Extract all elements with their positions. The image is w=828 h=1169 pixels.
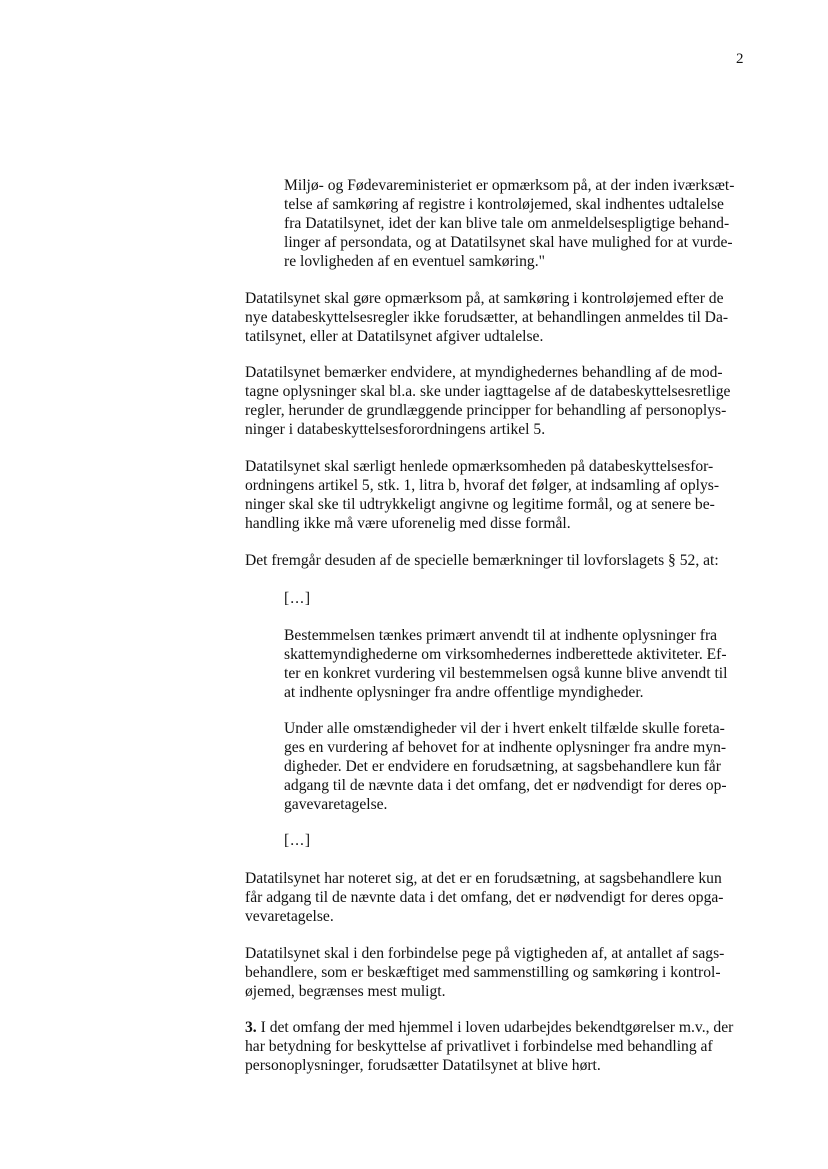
quote-ellipsis-top: [...] bbox=[284, 590, 312, 607]
paragraph-bemaerkninger-52: Det fremgår desuden af de specielle bemærkninger til lovforslagets § 52, at: bbox=[245, 552, 719, 569]
paragraph-bekendtgoerelser bbox=[245, 1019, 733, 1076]
section-text: I det omfang der med hjemmel i loven udarbejdes bekendtgørelser m.v., der har betydning for beskyttelse af privatlivet i forbindelse med behandling af personoplysninger, forudsætter Datatilsynet at blive hørt. bbox=[245, 1019, 734, 1074]
paragraph-antal-sagsbehandlere: Datatilsynet skal i den forbindelse pege på vigtigheden af, at antallet af sags- behandlere, som er beskæftiget med sammenstilling og samkøring i kontrol- øjemed, begrænses mest muligt. bbox=[245, 945, 725, 1000]
paragraph-behandling-principper: Datatilsynet bemærker endvidere, at myndighedernes behandling af de mod- tagne oplysninger skal bl.a. ske under iagttagelse af de databeskyttelsesretlige regler, herunder de grundlæggende principper for behandling af personoplys- ninger i databeskyttelsesforordningens artikel 5. bbox=[245, 364, 731, 438]
paragraph-noteret-forudsaetning: Datatilsynet har noteret sig, at det er en forudsætning, at sagsbehandlere kun får adgang til de nævnte data i det omfang, det er nødvendigt for deres opga- vevaretagelse. bbox=[245, 870, 724, 925]
quote-paragraph-bestemmelsen: Bestemmelsen tænkes primært anvendt til at indhente oplysninger fra skattemyndighederne om virksomhedernes indberettede aktiviteter. Ef- ter en konkret vurdering vil bestemmelsen også kunne blive anvendt til at indhente oplysninger fra andre offentlige myndigheder. bbox=[284, 627, 728, 701]
quote-paragraph-omstaendigheder: Under alle omstændigheder vil der i hvert enkelt tilfælde skulle foreta- ges en vurdering af behovet for at indhente oplysninger fra andre myn- digheder. Det er endvidere en forudsætning, at sagsbehandlere kun får adgang til de nævnte data i det omfang, det er nødvendigt for deres op- gavevaretagelse. bbox=[284, 720, 727, 813]
paragraph-samkoering-anmeldelse: Datatilsynet skal gøre opmærksom på, at samkøring i kontroløjemed efter de nye databeskyttelsesregler ikke forudsætter, at behandlingen anmeldes til Da- tatilsynet, eller at Datatilsynet afgiver udtalelse. bbox=[245, 290, 729, 345]
paragraph-formaalsbegraensning: Datatilsynet skal særligt henlede opmærksomheden på databeskyttelsesfor- ordningens artikel 5, stk. 1, litra b, hvoraf det følger, at indsamling af oplys- ninger skal ske til udtrykkeligt angivne og legitime formål, og at senere be- handling ikke må være uforenelig med disse formål. bbox=[245, 458, 720, 532]
page-number: 2 bbox=[736, 51, 744, 67]
section-number: 3. bbox=[245, 1019, 257, 1036]
quoted-ministry-statement: Miljø- og Fødevareministeriet er opmærksom på, at der inden iværksæt- telse af samkøring af registre i kontroløjemed, skal indhentes udtalelse fra Datatilsynet, idet der kan blive tale om anmeldelsespligtige behand- linger af persondata, og at Datatilsynet skal have mulighed for at vurde- re lovligheden af en eventuel samkøring." bbox=[284, 177, 735, 270]
quote-ellipsis-bottom: [...] bbox=[284, 832, 312, 849]
